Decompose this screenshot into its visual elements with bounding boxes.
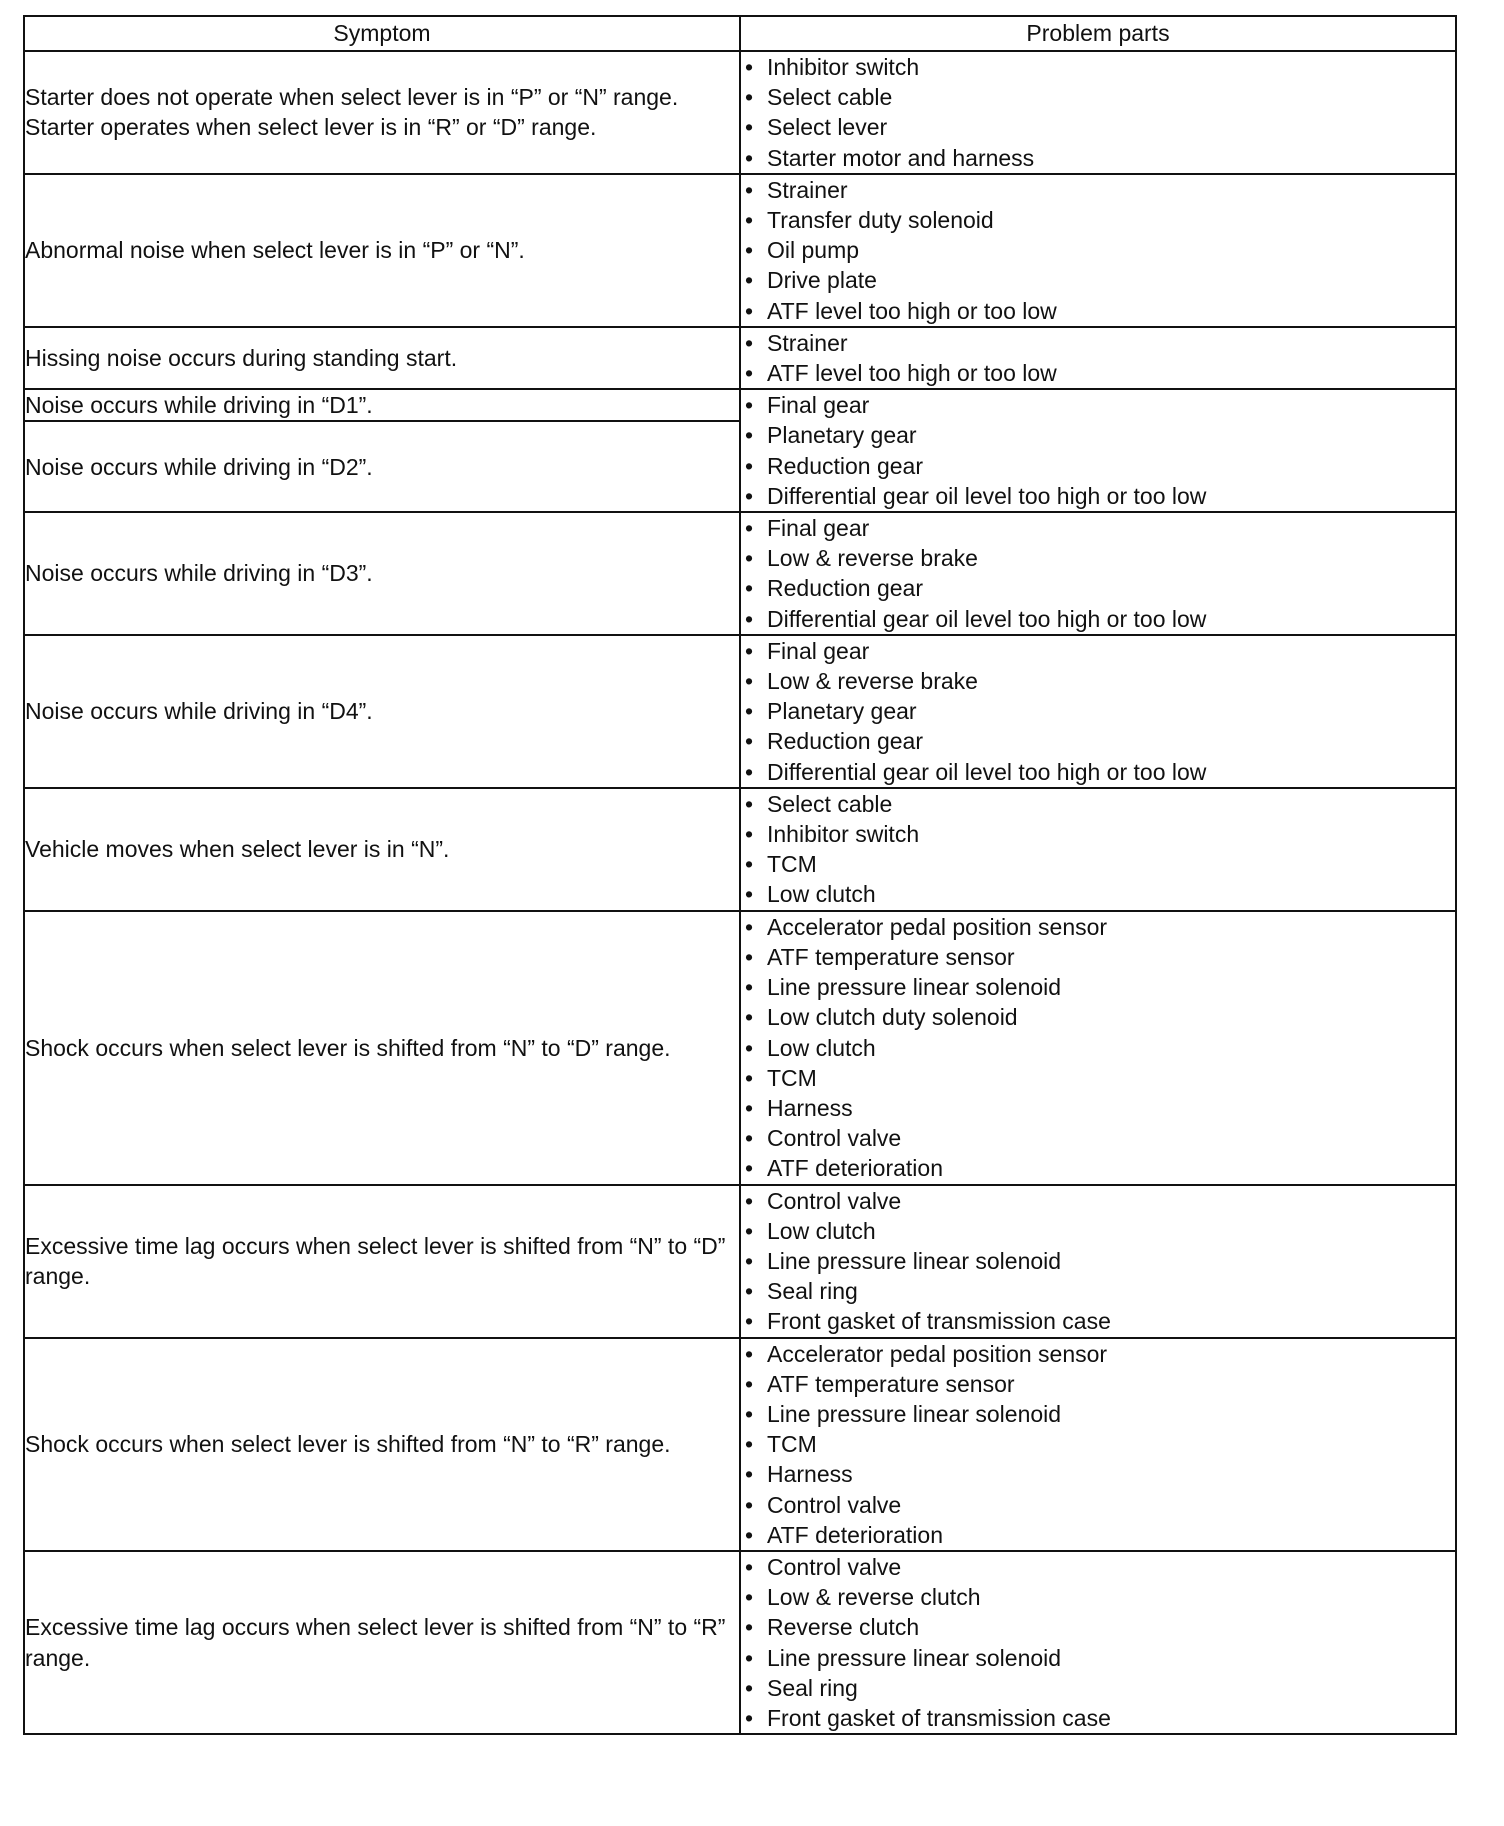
problem-parts-cell <box>740 389 1456 512</box>
problem-part-item <box>741 1552 1455 1582</box>
table-row <box>24 635 1456 788</box>
bullet-icon: • <box>745 1278 754 1305</box>
bullet-icon: • <box>745 1064 754 1091</box>
symptom-column-header: Symptom <box>24 16 740 51</box>
bullet-icon: • <box>745 452 754 479</box>
problem-part-item <box>741 390 1455 420</box>
problem-part-text: Control valve <box>767 1553 902 1580</box>
problem-parts-cell <box>740 635 1456 788</box>
problem-part-text: Inhibitor switch <box>767 821 920 848</box>
symptom-problem-parts-table <box>23 15 1457 1735</box>
problem-part-item <box>741 513 1455 543</box>
bullet-icon: • <box>745 237 754 264</box>
symptom-cell: Abnormal noise when select lever is in “P” or “N”. <box>24 174 740 327</box>
problem-parts-cell <box>740 51 1456 174</box>
problem-parts-cell <box>740 1338 1456 1551</box>
problem-part-item <box>741 912 1455 942</box>
problem-part-item <box>741 942 1455 972</box>
symptom-cell: Noise occurs while driving in “D4”. <box>24 635 740 788</box>
bullet-icon: • <box>745 114 754 141</box>
problem-part-item <box>741 604 1455 634</box>
problem-parts-list <box>741 789 1455 910</box>
problem-part-item <box>741 420 1455 450</box>
table-body <box>24 51 1456 1734</box>
bullet-icon: • <box>745 913 754 940</box>
symptom-cell: Shock occurs when select lever is shifted from “N” to “D” range. <box>24 911 740 1185</box>
problem-parts-list <box>741 1186 1455 1337</box>
problem-part-item <box>741 143 1455 173</box>
bullet-icon: • <box>745 360 754 387</box>
problem-part-item <box>741 1429 1455 1459</box>
table-row <box>24 911 1456 1185</box>
problem-parts-cell <box>740 1551 1456 1734</box>
problem-part-item <box>741 52 1455 82</box>
problem-part-item <box>741 1123 1455 1153</box>
problem-part-text: TCM <box>767 1064 817 1091</box>
bullet-icon: • <box>745 1521 754 1548</box>
problem-part-text: Reverse clutch <box>767 1614 920 1641</box>
problem-part-item <box>741 1369 1455 1399</box>
problem-part-item <box>741 757 1455 787</box>
bullet-icon: • <box>745 297 754 324</box>
bullet-icon: • <box>745 668 754 695</box>
trouble-table-container <box>23 15 1455 1735</box>
bullet-icon: • <box>745 1155 754 1182</box>
problem-part-item <box>741 1339 1455 1369</box>
table-row <box>24 1185 1456 1338</box>
symptom-cell: Hissing noise occurs during standing start. <box>24 327 740 389</box>
problem-part-item <box>741 1246 1455 1276</box>
problem-part-item <box>741 358 1455 388</box>
bullet-icon: • <box>745 54 754 80</box>
problem-part-item <box>741 1093 1455 1123</box>
problem-part-item <box>741 235 1455 265</box>
problem-part-text: Select lever <box>767 114 888 141</box>
bullet-icon: • <box>745 1217 754 1244</box>
problem-part-item <box>741 666 1455 696</box>
problem-part-item <box>741 1582 1455 1612</box>
problem-part-text: Accelerator pedal position sensor <box>767 913 1108 940</box>
problem-part-text: Strainer <box>767 176 848 203</box>
problem-part-text: Low & reverse brake <box>767 668 978 695</box>
problem-part-item <box>741 1459 1455 1489</box>
problem-part-item <box>741 481 1455 511</box>
problem-part-item <box>741 175 1455 205</box>
problem-part-text: Low & reverse clutch <box>767 1584 981 1611</box>
bullet-icon: • <box>745 1644 754 1671</box>
problem-part-item <box>741 1063 1455 1093</box>
table-row <box>24 1338 1456 1551</box>
symptom-cell: Excessive time lag occurs when select lever is shifted from “N” to “R” range. <box>24 1551 740 1734</box>
bullet-icon: • <box>745 1094 754 1121</box>
problem-part-text: Control valve <box>767 1491 902 1518</box>
bullet-icon: • <box>745 392 754 419</box>
problem-part-item <box>741 573 1455 603</box>
problem-part-item <box>741 205 1455 235</box>
problem-part-text: Harness <box>767 1094 853 1121</box>
bullet-icon: • <box>745 1308 754 1335</box>
problem-parts-list <box>741 52 1455 173</box>
problem-part-item <box>741 1153 1455 1183</box>
table-row <box>24 512 1456 635</box>
bullet-icon: • <box>745 1553 754 1580</box>
bullet-icon: • <box>745 790 754 817</box>
problem-part-item <box>741 879 1455 909</box>
problem-part-text: ATF level too high or too low <box>767 360 1057 387</box>
bullet-icon: • <box>745 422 754 449</box>
problem-part-item <box>741 451 1455 481</box>
table-header-row <box>24 16 1456 51</box>
problem-parts-list <box>741 175 1455 326</box>
bullet-icon: • <box>745 1340 754 1367</box>
table-row <box>24 51 1456 174</box>
problem-part-item <box>741 1186 1455 1216</box>
symptom-cell: Starter does not operate when select lever is in “P” or “N” range. Starter operates when select lever is in “R” or “D” range. <box>24 51 740 174</box>
bullet-icon: • <box>745 851 754 878</box>
problem-part-text: Strainer <box>767 329 848 356</box>
problem-part-item <box>741 296 1455 326</box>
problem-part-item <box>741 789 1455 819</box>
problem-parts-column-header: Problem parts <box>740 16 1456 51</box>
bullet-icon: • <box>745 1400 754 1427</box>
problem-part-text: Transfer duty solenoid <box>767 207 994 234</box>
bullet-icon: • <box>745 176 754 203</box>
problem-part-item <box>741 636 1455 666</box>
bullet-icon: • <box>745 1674 754 1701</box>
problem-parts-list <box>741 912 1455 1184</box>
problem-part-item <box>741 1520 1455 1550</box>
problem-part-item <box>741 112 1455 142</box>
bullet-icon: • <box>745 698 754 725</box>
problem-part-text: TCM <box>767 851 817 878</box>
problem-part-text: Low clutch <box>767 1217 876 1244</box>
bullet-icon: • <box>745 1247 754 1274</box>
problem-part-item <box>741 1216 1455 1246</box>
bullet-icon: • <box>745 515 754 542</box>
bullet-icon: • <box>745 1491 754 1518</box>
problem-part-text: Reduction gear <box>767 728 923 755</box>
bullet-icon: • <box>745 1704 754 1731</box>
bullet-icon: • <box>745 728 754 755</box>
problem-part-item <box>741 849 1455 879</box>
problem-part-text: Differential gear oil level too high or too low <box>767 605 1207 632</box>
symptom-cell: Noise occurs while driving in “D3”. <box>24 512 740 635</box>
problem-part-text: Line pressure linear solenoid <box>767 1247 1062 1274</box>
bullet-icon: • <box>745 1431 754 1458</box>
bullet-icon: • <box>745 144 754 171</box>
problem-parts-list <box>741 390 1455 511</box>
symptom-cell: Noise occurs while driving in “D1”. <box>24 389 740 421</box>
problem-part-item <box>741 1673 1455 1703</box>
bullet-icon: • <box>745 84 754 111</box>
table-row <box>24 788 1456 911</box>
problem-part-item <box>741 543 1455 573</box>
problem-part-text: ATF temperature sensor <box>767 943 1015 970</box>
bullet-icon: • <box>745 207 754 234</box>
bullet-icon: • <box>745 545 754 572</box>
problem-part-text: Control valve <box>767 1125 902 1152</box>
problem-part-text: Final gear <box>767 515 870 542</box>
problem-parts-list <box>741 636 1455 787</box>
problem-part-text: ATF temperature sensor <box>767 1370 1015 1397</box>
problem-part-text: Differential gear oil level too high or too low <box>767 758 1207 785</box>
bullet-icon: • <box>745 821 754 848</box>
problem-part-text: Planetary gear <box>767 698 917 725</box>
problem-part-item <box>741 696 1455 726</box>
problem-parts-cell <box>740 1185 1456 1338</box>
problem-part-text: Line pressure linear solenoid <box>767 1644 1062 1671</box>
problem-part-item <box>741 726 1455 756</box>
bullet-icon: • <box>745 267 754 294</box>
problem-part-text: Front gasket of transmission case <box>767 1704 1111 1731</box>
table-row <box>24 174 1456 327</box>
problem-part-text: Final gear <box>767 637 870 664</box>
bullet-icon: • <box>745 881 754 908</box>
problem-parts-cell <box>740 788 1456 911</box>
problem-parts-cell <box>740 174 1456 327</box>
problem-part-item <box>741 1703 1455 1733</box>
problem-part-text: Planetary gear <box>767 422 917 449</box>
problem-part-item <box>741 1643 1455 1673</box>
bullet-icon: • <box>745 1461 754 1488</box>
problem-part-text: Control valve <box>767 1187 902 1214</box>
problem-parts-cell <box>740 512 1456 635</box>
problem-part-text: Harness <box>767 1461 853 1488</box>
problem-part-text: Inhibitor switch <box>767 54 920 80</box>
bullet-icon: • <box>745 482 754 509</box>
problem-parts-list <box>741 1339 1455 1550</box>
problem-part-text: Oil pump <box>767 237 860 264</box>
bullet-icon: • <box>745 1004 754 1031</box>
bullet-icon: • <box>745 329 754 356</box>
problem-part-text: Reduction gear <box>767 452 923 479</box>
problem-part-item <box>741 819 1455 849</box>
problem-part-item <box>741 1002 1455 1032</box>
problem-part-item <box>741 1399 1455 1429</box>
symptom-cell: Excessive time lag occurs when select lever is shifted from “N” to “D” range. <box>24 1185 740 1338</box>
problem-parts-cell <box>740 911 1456 1185</box>
problem-part-text: Accelerator pedal position sensor <box>767 1340 1108 1367</box>
problem-part-item <box>741 1490 1455 1520</box>
bullet-icon: • <box>745 575 754 602</box>
problem-part-text: TCM <box>767 1431 817 1458</box>
problem-part-text: ATF level too high or too low <box>767 297 1057 324</box>
bullet-icon: • <box>745 1584 754 1611</box>
problem-part-text: Low & reverse brake <box>767 545 978 572</box>
problem-part-item <box>741 328 1455 358</box>
bullet-icon: • <box>745 1187 754 1214</box>
problem-part-text: Select cable <box>767 84 893 111</box>
symptom-cell: Vehicle moves when select lever is in “N”. <box>24 788 740 911</box>
bullet-icon: • <box>745 1370 754 1397</box>
problem-part-text: Line pressure linear solenoid <box>767 1400 1062 1427</box>
problem-part-item <box>741 1033 1455 1063</box>
problem-parts-cell <box>740 327 1456 389</box>
problem-part-text: Seal ring <box>767 1278 858 1305</box>
problem-part-text: Front gasket of transmission case <box>767 1308 1111 1335</box>
bullet-icon: • <box>745 637 754 664</box>
problem-part-text: Select cable <box>767 790 893 817</box>
problem-part-text: Low clutch <box>767 1034 876 1061</box>
table-row <box>24 389 1456 421</box>
problem-part-item <box>741 1612 1455 1642</box>
bullet-icon: • <box>745 1614 754 1641</box>
bullet-icon: • <box>745 974 754 1001</box>
problem-part-text: Reduction gear <box>767 575 923 602</box>
table-row <box>24 1551 1456 1734</box>
problem-part-item <box>741 1306 1455 1336</box>
problem-part-text: Drive plate <box>767 267 877 294</box>
symptom-cell: Shock occurs when select lever is shifted from “N” to “R” range. <box>24 1338 740 1551</box>
problem-part-text: Differential gear oil level too high or too low <box>767 482 1207 509</box>
bullet-icon: • <box>745 1125 754 1152</box>
problem-parts-list <box>741 1552 1455 1733</box>
problem-parts-list <box>741 513 1455 634</box>
problem-part-text: ATF deterioration <box>767 1521 943 1548</box>
problem-part-item <box>741 265 1455 295</box>
problem-part-text: Final gear <box>767 392 870 419</box>
symptom-cell: Noise occurs while driving in “D2”. <box>24 421 740 512</box>
problem-part-item <box>741 82 1455 112</box>
bullet-icon: • <box>745 1034 754 1061</box>
problem-part-text: Low clutch duty solenoid <box>767 1004 1018 1031</box>
problem-parts-list <box>741 328 1455 388</box>
problem-part-text: Seal ring <box>767 1674 858 1701</box>
table-row <box>24 327 1456 389</box>
problem-part-item <box>741 1276 1455 1306</box>
problem-part-item <box>741 972 1455 1002</box>
problem-part-text: Starter motor and harness <box>767 144 1035 171</box>
problem-part-text: Low clutch <box>767 881 876 908</box>
bullet-icon: • <box>745 758 754 785</box>
bullet-icon: • <box>745 943 754 970</box>
problem-part-text: Line pressure linear solenoid <box>767 974 1062 1001</box>
problem-part-text: ATF deterioration <box>767 1155 943 1182</box>
bullet-icon: • <box>745 605 754 632</box>
